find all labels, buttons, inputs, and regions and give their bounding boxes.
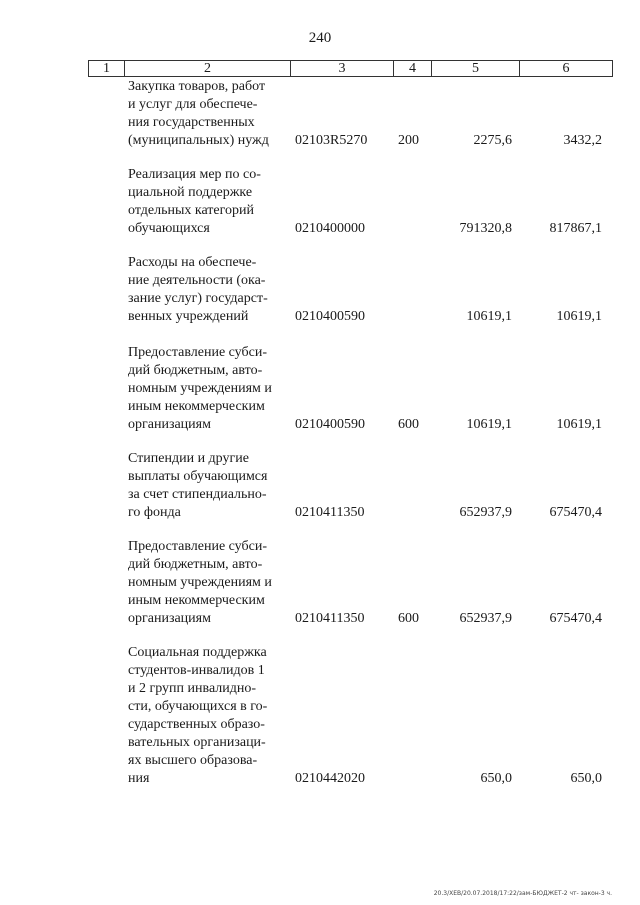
row-code: 0210442020	[295, 771, 365, 786]
row-code: 0210411350	[295, 505, 365, 520]
row-description: Социальная поддержка студентов-инвалидов 1 и 2 групп инвалидно- сти, обучающихся в го- сударственных образо- вательных организаци- ях высшего образова- ния	[128, 645, 268, 786]
row-code: 0210400590	[295, 309, 365, 324]
document-footer-stamp: 20.3/XEB/20.07.2018/17:22/зам-БЮДЖЕТ-2 чт- закон-3 ч.	[433, 890, 612, 897]
row-code: 0210400590	[295, 417, 365, 432]
column-header-table	[88, 60, 613, 77]
row-code: 02103R5270	[295, 133, 368, 148]
row-code: 0210411350	[295, 611, 365, 626]
row-expense-type: 200	[398, 133, 419, 148]
row-value-2018: 652937,9	[459, 505, 512, 520]
column-header-row	[89, 61, 613, 77]
column-header-2: 2	[125, 61, 291, 77]
row-value-2018: 652937,9	[459, 611, 512, 626]
row-value-2018: 10619,1	[466, 309, 512, 324]
column-header-4: 4	[394, 61, 432, 77]
column-header-1: 1	[89, 61, 125, 77]
row-value-2019: 10619,1	[556, 417, 602, 432]
row-value-2019: 650,0	[570, 771, 602, 786]
row-value-2019: 3432,2	[563, 133, 602, 148]
row-value-2018: 650,0	[480, 771, 512, 786]
row-value-2018: 10619,1	[466, 417, 512, 432]
row-description: Закупка товаров, работ и услуг для обеспече- ния государственных (муниципальных) нужд	[128, 79, 269, 148]
row-description: Предоставление субси- дий бюджетным, авто- номным учреждениям и иным некоммерческим организациям	[128, 345, 272, 432]
page-number: 240	[308, 30, 332, 46]
row-value-2019: 817867,1	[549, 221, 602, 236]
row-value-2019: 675470,4	[549, 505, 602, 520]
row-description: Стипендии и другие выплаты обучающимся за счет стипендиально- го фонда	[128, 451, 268, 520]
row-description: Расходы на обеспече- ние деятельности (ока- зание услуг) государст- венных учреждений	[128, 255, 268, 324]
column-header-5: 5	[432, 61, 520, 77]
row-expense-type: 600	[398, 611, 419, 626]
row-expense-type: 600	[398, 417, 419, 432]
row-value-2019: 10619,1	[556, 309, 602, 324]
row-description: Реализация мер по со- циальной поддержке отдельных категорий обучающихся	[128, 167, 261, 236]
row-value-2019: 675470,4	[549, 611, 602, 626]
column-header-3: 3	[291, 61, 394, 77]
row-description: Предоставление субси- дий бюджетным, авто- номным учреждениям и иным некоммерческим организациям	[128, 539, 272, 626]
row-code: 0210400000	[295, 221, 365, 236]
column-header-6: 6	[520, 61, 613, 77]
row-value-2018: 2275,6	[473, 133, 512, 148]
row-value-2018: 791320,8	[459, 221, 512, 236]
